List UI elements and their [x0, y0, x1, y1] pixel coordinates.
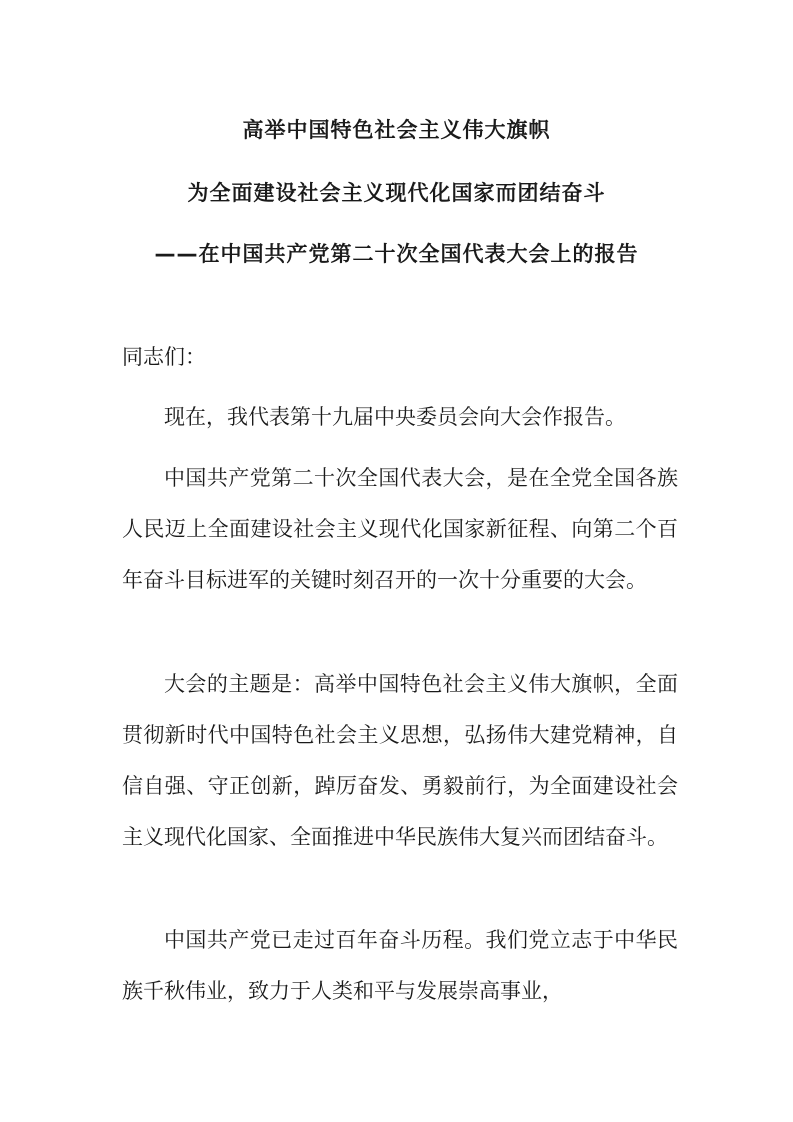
paragraph-text: 现在，我代表第十九届中央委员会向大会作报告。 [164, 405, 626, 429]
paragraph-text: 中国共产党已走过百年奋斗历程。我们党立志于中华民族千秋伟业，致力于人类和平与发展崇高事业， [122, 928, 678, 1003]
paragraph-text: 中国共产党第二十次全国代表大会，是在全党全国各族人民迈上全面建设社会主义现代化国家新征程、向第二个百年奋斗目标进军的关键时刻召开的一次十分重要的大会。 [122, 466, 678, 592]
paragraph [122, 392, 678, 443]
paragraph [122, 915, 678, 1017]
title-line-2: 为全面建设社会主义现代化国家而团结奋斗 [187, 181, 606, 205]
title-line-1: 高举中国特色社会主义伟大旗帜 [242, 118, 551, 142]
title-line-3: ——在中国共产党第二十次全国代表大会上的报告 [154, 242, 639, 266]
paragraph-text: 大会的主题是：高举中国特色社会主义伟大旗帜，全面贯彻新时代中国特色社会主义思想，弘扬伟大建党精神，自信自强、守正创新，踔厉奋发、勇毅前行，为全面建设社会主义现代化国家、全面推进中华民族伟大复兴而团结奋斗。 [122, 672, 678, 849]
paragraph [122, 453, 678, 606]
paragraph [122, 659, 678, 863]
salutation: 同志们： [122, 345, 206, 369]
